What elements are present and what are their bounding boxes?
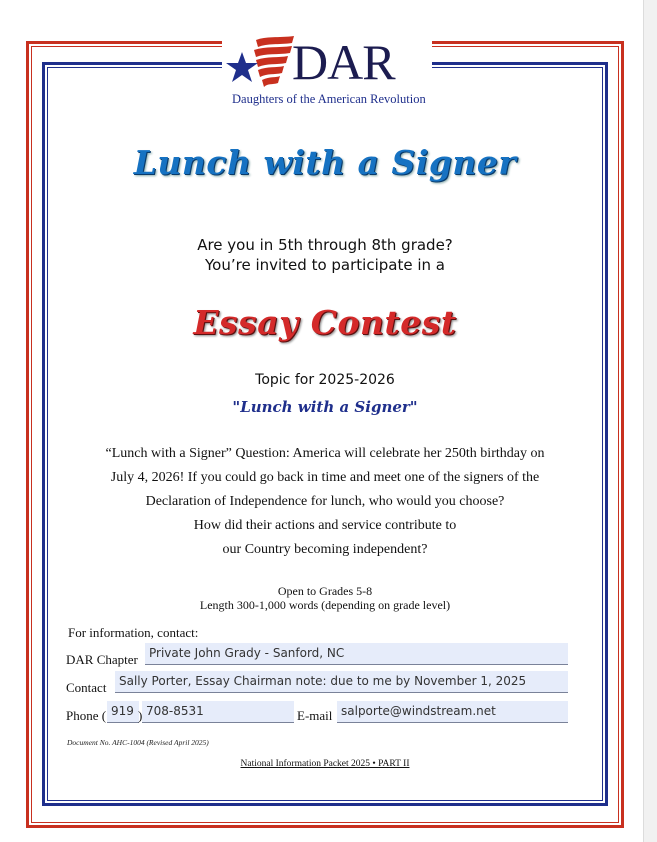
contact-field[interactable]: Sally Porter, Essay Chairman note: due to me by November 1, 2025: [115, 671, 568, 693]
question-line: “Lunch with a Signer” Question: America will celebrate her 250th birthday on: [105, 446, 545, 461]
length-text: Length 300-1,000 words (depending on grade level): [199, 598, 451, 612]
intro-line-2: You’re invited to participate in a: [205, 256, 445, 274]
document-number: Document No. AHC-1004 (Revised April 2025): [67, 738, 209, 747]
chapter-label: DAR Chapter: [66, 652, 138, 667]
contact-label: Contact: [66, 680, 107, 695]
dar-logo-subtitle: Daughters of the American Revolution: [232, 92, 426, 106]
phone-label: Phone (: [66, 708, 107, 723]
question-line: Declaration of Independence for lunch, who would you choose?: [145, 494, 505, 509]
phone-paren-close: ): [138, 708, 143, 723]
question-line: our Country becoming independent?: [222, 542, 428, 557]
topic-title: "Lunch with a Signer": [232, 398, 418, 416]
intro-line-1: Are you in 5th through 8th grade?: [197, 236, 453, 254]
topic-label: Topic for 2025-2026: [255, 372, 395, 388]
phone-area-code-field[interactable]: 919: [107, 701, 139, 723]
email-field[interactable]: salporte@windstream.net: [337, 701, 568, 723]
email-label: E-mail: [297, 708, 333, 723]
question-line: July 4, 2026! If you could go back in time and meet one of the signers of the: [110, 470, 540, 485]
question-line: How did their actions and service contribute to: [193, 518, 457, 533]
footer-text: National Information Packet 2025 • PART II: [240, 759, 410, 769]
viewer-edge: [643, 0, 657, 842]
chapter-field[interactable]: Private John Grady - Sanford, NC: [145, 643, 568, 665]
grades-text: Open to Grades 5-8: [277, 584, 373, 598]
phone-number-field[interactable]: 708-8531: [142, 701, 294, 723]
info-label: For information, contact:: [68, 625, 199, 640]
contest-title: Essay Contest: [193, 303, 457, 342]
dar-logo-text: DAR: [292, 34, 395, 90]
page-title: Lunch with a Signer: [133, 143, 517, 182]
dar-star-flag-icon: [226, 34, 296, 90]
